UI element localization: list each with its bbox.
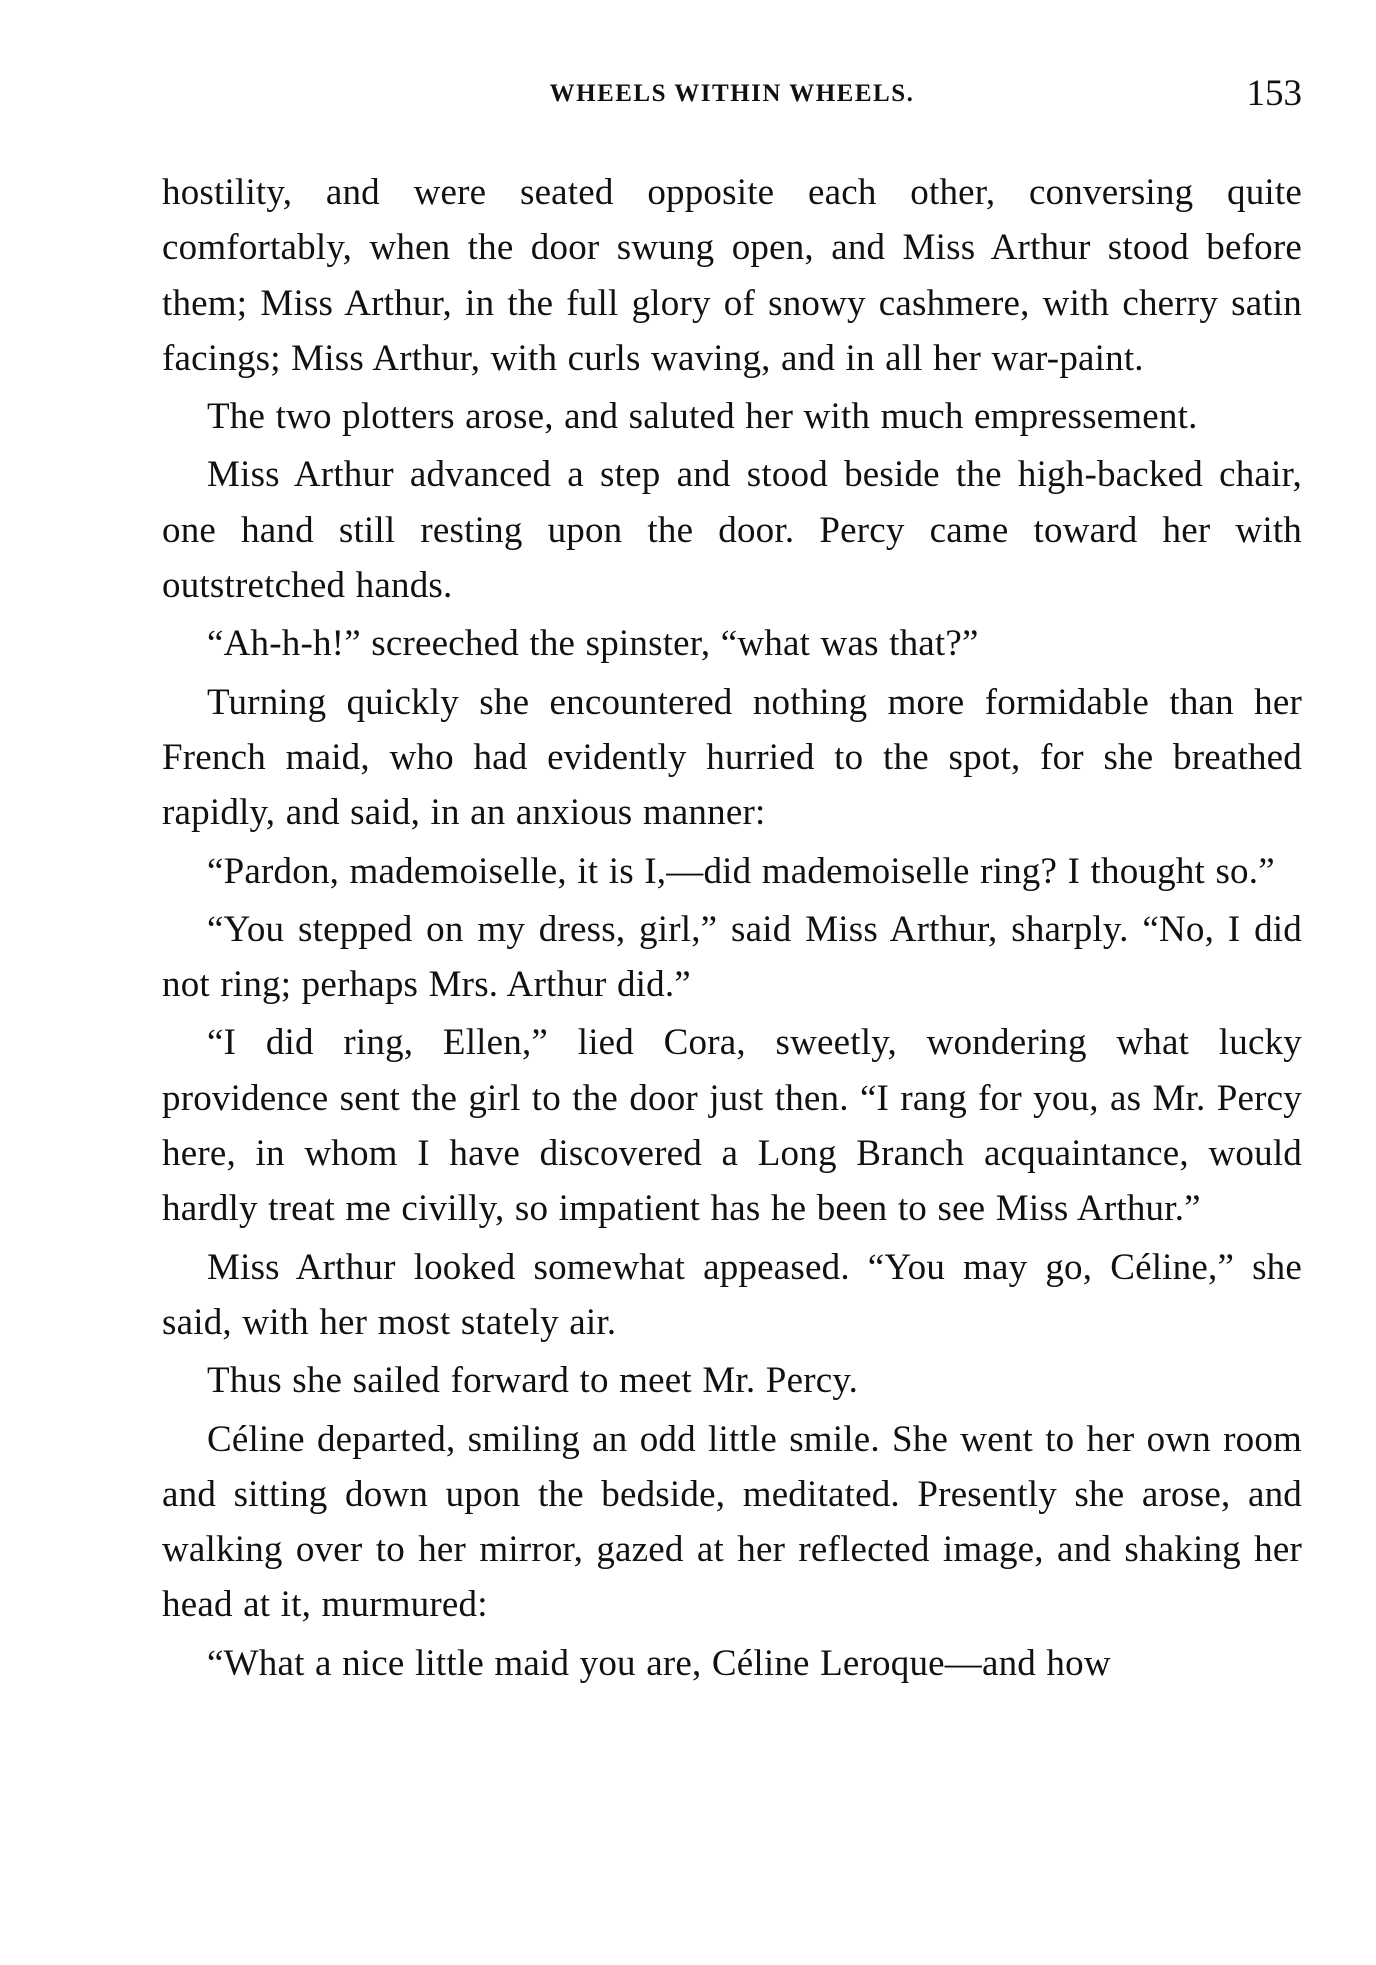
paragraph: “You stepped on my dress, girl,” said Miss Arthur, sharply. “No, I did not ring; perhaps Mrs. Arthur did.” <box>162 908 1302 1006</box>
paragraph: Miss Arthur looked somewhat appeased. “You may go, Céline,” she said, with her most stately air. <box>162 1246 1302 1343</box>
running-title: WHEELS WITHIN WHEELS. <box>549 80 915 107</box>
paragraph: hostility, and were seated opposite each other, conversing quite comfortably, when the door swung open, and Miss Arthur stood before them; Miss Arthur, in the full glory of snowy cashmere, with cherry satin facings; Miss Arthur, with curls waving, and in all her war-paint. <box>162 172 1302 379</box>
paragraph: Turning quickly she encountered nothing more formidable than her French maid, who had evidently hurried to the spot, for she breathed rapidly, and said, in an anxious manner: <box>162 681 1302 834</box>
paragraph: Thus she sailed forward to meet Mr. Percy. <box>207 1360 859 1402</box>
paragraph: Céline departed, smiling an odd little smile. She went to her own room and sitting down upon the bedside, meditated. Presently she arose, and walking over to her mirror, gazed at her reflected image, and shaking her head at it, murmured: <box>162 1418 1302 1626</box>
page-number: 153 <box>1246 73 1302 114</box>
body-text <box>162 165 1302 1694</box>
paragraph: “Ah-h-h!” screeched the spinster, “what was that?” <box>207 623 979 665</box>
running-head <box>162 72 1302 122</box>
paragraph: “What a nice little maid you are, Céline Leroque—and how <box>207 1642 1111 1684</box>
paragraph: The two plotters arose, and saluted her with much empressement. <box>207 396 1198 438</box>
paragraph: “I did ring, Ellen,” lied Cora, sweetly, wondering what lucky providence sent the girl to the door just then. “I rang for you, as Mr. Percy here, in whom I have discovered a Long Branch acquaintance, would hardly treat me civilly, so impatient has he been to see Miss Arthur.” <box>162 1022 1302 1230</box>
paragraph: “Pardon, mademoiselle, it is I,—did mademoiselle ring? I thought so.” <box>207 850 1275 892</box>
paragraph: Miss Arthur advanced a step and stood beside the high-backed chair, one hand still resting upon the door. Percy came toward her with outstretched hands. <box>162 454 1302 607</box>
